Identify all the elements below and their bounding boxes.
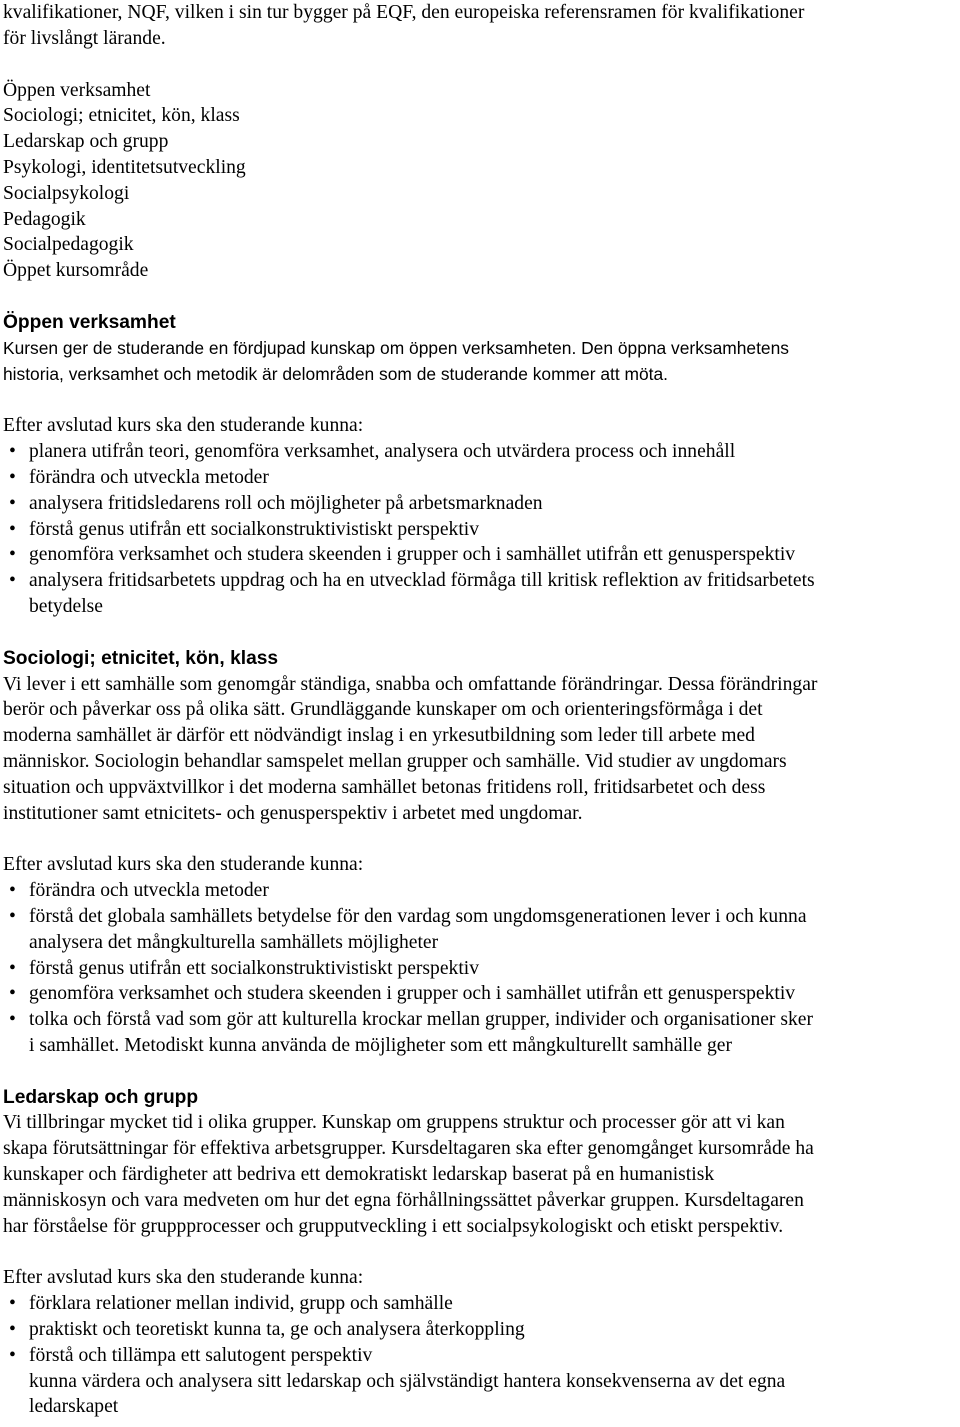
contents-item: Socialpedagogik xyxy=(3,234,134,256)
list-item-line: • förändra och utveckla metoder xyxy=(29,880,269,902)
body-line: människor. Sociologin behandlar samspelet mellan grupper och samhälle. Vid studier av ungdomars xyxy=(3,750,787,772)
list-item xyxy=(3,981,957,1007)
outcomes-list xyxy=(3,878,957,1059)
body-line: Vi tillbringar mycket tid i olika grupper. Kunskap om gruppens struktur och processer gör att vi kan xyxy=(3,1112,785,1134)
list-item-line: • analysera fritidsledarens roll och möjligheter på arbetsmarknaden xyxy=(29,492,543,514)
body-line: människosyn och vara medveten om hur det egna förhållningssättet påverkar gruppen. Kursdeltagaren xyxy=(3,1189,804,1211)
list-item-line: betydelse xyxy=(29,595,103,617)
body-line: berör och påverkar oss på olika sätt. Grundläggande kunskaper om och orienteringsförmåga i det xyxy=(3,699,763,721)
list-item-line: • genomföra verksamhet och studera skeenden i grupper och i samhället utifrån ett genusperspektiv xyxy=(29,983,796,1005)
intro-paragraph xyxy=(3,0,957,52)
list-item xyxy=(3,1007,957,1059)
list-item xyxy=(3,517,957,543)
intro-line: för livslångt lärande. xyxy=(3,27,166,49)
list-item xyxy=(3,542,957,568)
section-ledarskap xyxy=(3,1085,957,1421)
body-line: Vi lever i ett samhälle som genomgår ständiga, snabba och omfattande förändringar. Dessa förändringar xyxy=(3,673,818,695)
list-item-unbulleted xyxy=(3,1369,957,1421)
list-item-line: • genomföra verksamhet och studera skeenden i grupper och i samhället utifrån ett genusperspektiv xyxy=(29,544,796,566)
list-item-line: • analysera fritidsarbetets uppdrag och ha en utvecklad förmåga till kritisk reflektion av fritidsarbetets xyxy=(29,570,815,592)
outcomes-intro: Efter avslutad kurs ska den studerande kunna: xyxy=(3,854,364,876)
list-item xyxy=(3,904,957,956)
list-item-line: • tolka och förstå vad som gör att kulturella krockar mellan grupper, individer och organisationer sker xyxy=(29,1009,813,1031)
list-item-line: • praktiskt och teoretiskt kunna ta, ge och analysera återkoppling xyxy=(29,1319,525,1341)
list-item xyxy=(3,1291,957,1317)
list-item-line: • förklara relationer mellan individ, grupp och samhälle xyxy=(29,1293,453,1315)
contents-item: Psykologi, identitetsutveckling xyxy=(3,156,246,178)
list-item-line: i samhället. Metodiskt kunna använda de möjligheter som ett mångkulturellt samhälle ger xyxy=(29,1034,733,1056)
list-item-line: analysera det mångkulturella samhällets möjligheter xyxy=(29,931,439,953)
outcomes-intro: Efter avslutad kurs ska den studerande kunna: xyxy=(3,1267,364,1289)
body-line: situation och uppväxtvillkor i det moderna samhället betonas fritidens roll, fritidsarbetet och dess xyxy=(3,776,766,798)
contents-list xyxy=(3,78,957,284)
intro-line: kvalifikationer, NQF, vilken i sin tur bygger på EQF, den europeiska referensramen för kvalifikationer xyxy=(3,2,805,23)
contents-item: Pedagogik xyxy=(3,208,86,230)
document-page xyxy=(3,0,957,1420)
list-item-line: • planera utifrån teori, genomföra verksamhet, analysera och utvärdera process och innehåll xyxy=(29,441,736,463)
body-line: moderna samhället är därför ett nödvändigt inslag i en yrkesutbildning som leder till arbete med xyxy=(3,725,755,747)
list-item xyxy=(3,568,957,620)
body-line: kunskaper och färdigheter att bedriva ett demokratiskt ledarskap baserat på en humanistisk xyxy=(3,1164,715,1186)
contents-item: Öppet kursområde xyxy=(3,260,149,282)
list-item-line: kunna värdera och analysera sitt ledarskap och självständigt hantera konsekvenserna av det egna xyxy=(29,1370,786,1392)
section-heading: Öppen verksamhet xyxy=(3,311,176,333)
contents-item: Sociologi; etnicitet, kön, klass xyxy=(3,105,240,127)
list-item xyxy=(3,878,957,904)
section-oppen-verksamhet xyxy=(3,310,957,620)
list-item xyxy=(3,491,957,517)
contents-item: Öppen verksamhet xyxy=(3,79,151,101)
outcomes-list xyxy=(3,439,957,620)
body-line: skapa förutsättningar för effektiva arbetsgrupper. Kursdeltagaren ska efter genomgånget kursområde ha xyxy=(3,1138,814,1160)
body-line: har förståelse för gruppprocesser och grupputveckling i ett socialpsykologiskt och etiskt perspektiv. xyxy=(3,1215,784,1237)
list-item xyxy=(3,465,957,491)
contents-item: Ledarskap och grupp xyxy=(3,131,169,153)
list-item-line: • förstå det globala samhällets betydelse för den vardag som ungdomsgenerationen lever i och kunna xyxy=(29,905,807,927)
list-item-line: ledarskapet xyxy=(29,1396,119,1418)
list-item-line: • förstå genus utifrån ett socialkonstruktivistiskt perspektiv xyxy=(29,957,480,979)
body-line: historia, verksamhet och metodik är delområden som de studerande kommer att möta. xyxy=(3,363,669,384)
list-item xyxy=(3,439,957,465)
list-item xyxy=(3,1317,957,1343)
contents-item: Socialpsykologi xyxy=(3,182,130,204)
section-body xyxy=(3,672,957,827)
outcomes-list xyxy=(3,1291,957,1420)
list-item xyxy=(3,1343,957,1369)
section-sociologi xyxy=(3,646,957,1059)
section-heading: Sociologi; etnicitet, kön, klass xyxy=(3,647,279,669)
list-item xyxy=(3,956,957,982)
list-item-line: • förstå genus utifrån ett socialkonstruktivistiskt perspektiv xyxy=(29,518,480,540)
body-line: Kursen ger de studerande en fördjupad kunskap om öppen verksamheten. Den öppna verksamhetens xyxy=(3,337,789,358)
section-body xyxy=(3,1110,957,1239)
outcomes-intro: Efter avslutad kurs ska den studerande kunna: xyxy=(3,415,364,437)
section-body xyxy=(3,336,957,388)
list-item-line: • förstå och tillämpa ett salutogent perspektiv xyxy=(29,1344,373,1366)
list-item-line: • förändra och utveckla metoder xyxy=(29,466,269,488)
body-line: institutioner samt etnicitets- och genusperspektiv i arbetet med ungdomar. xyxy=(3,802,583,824)
section-heading: Ledarskap och grupp xyxy=(3,1086,199,1108)
